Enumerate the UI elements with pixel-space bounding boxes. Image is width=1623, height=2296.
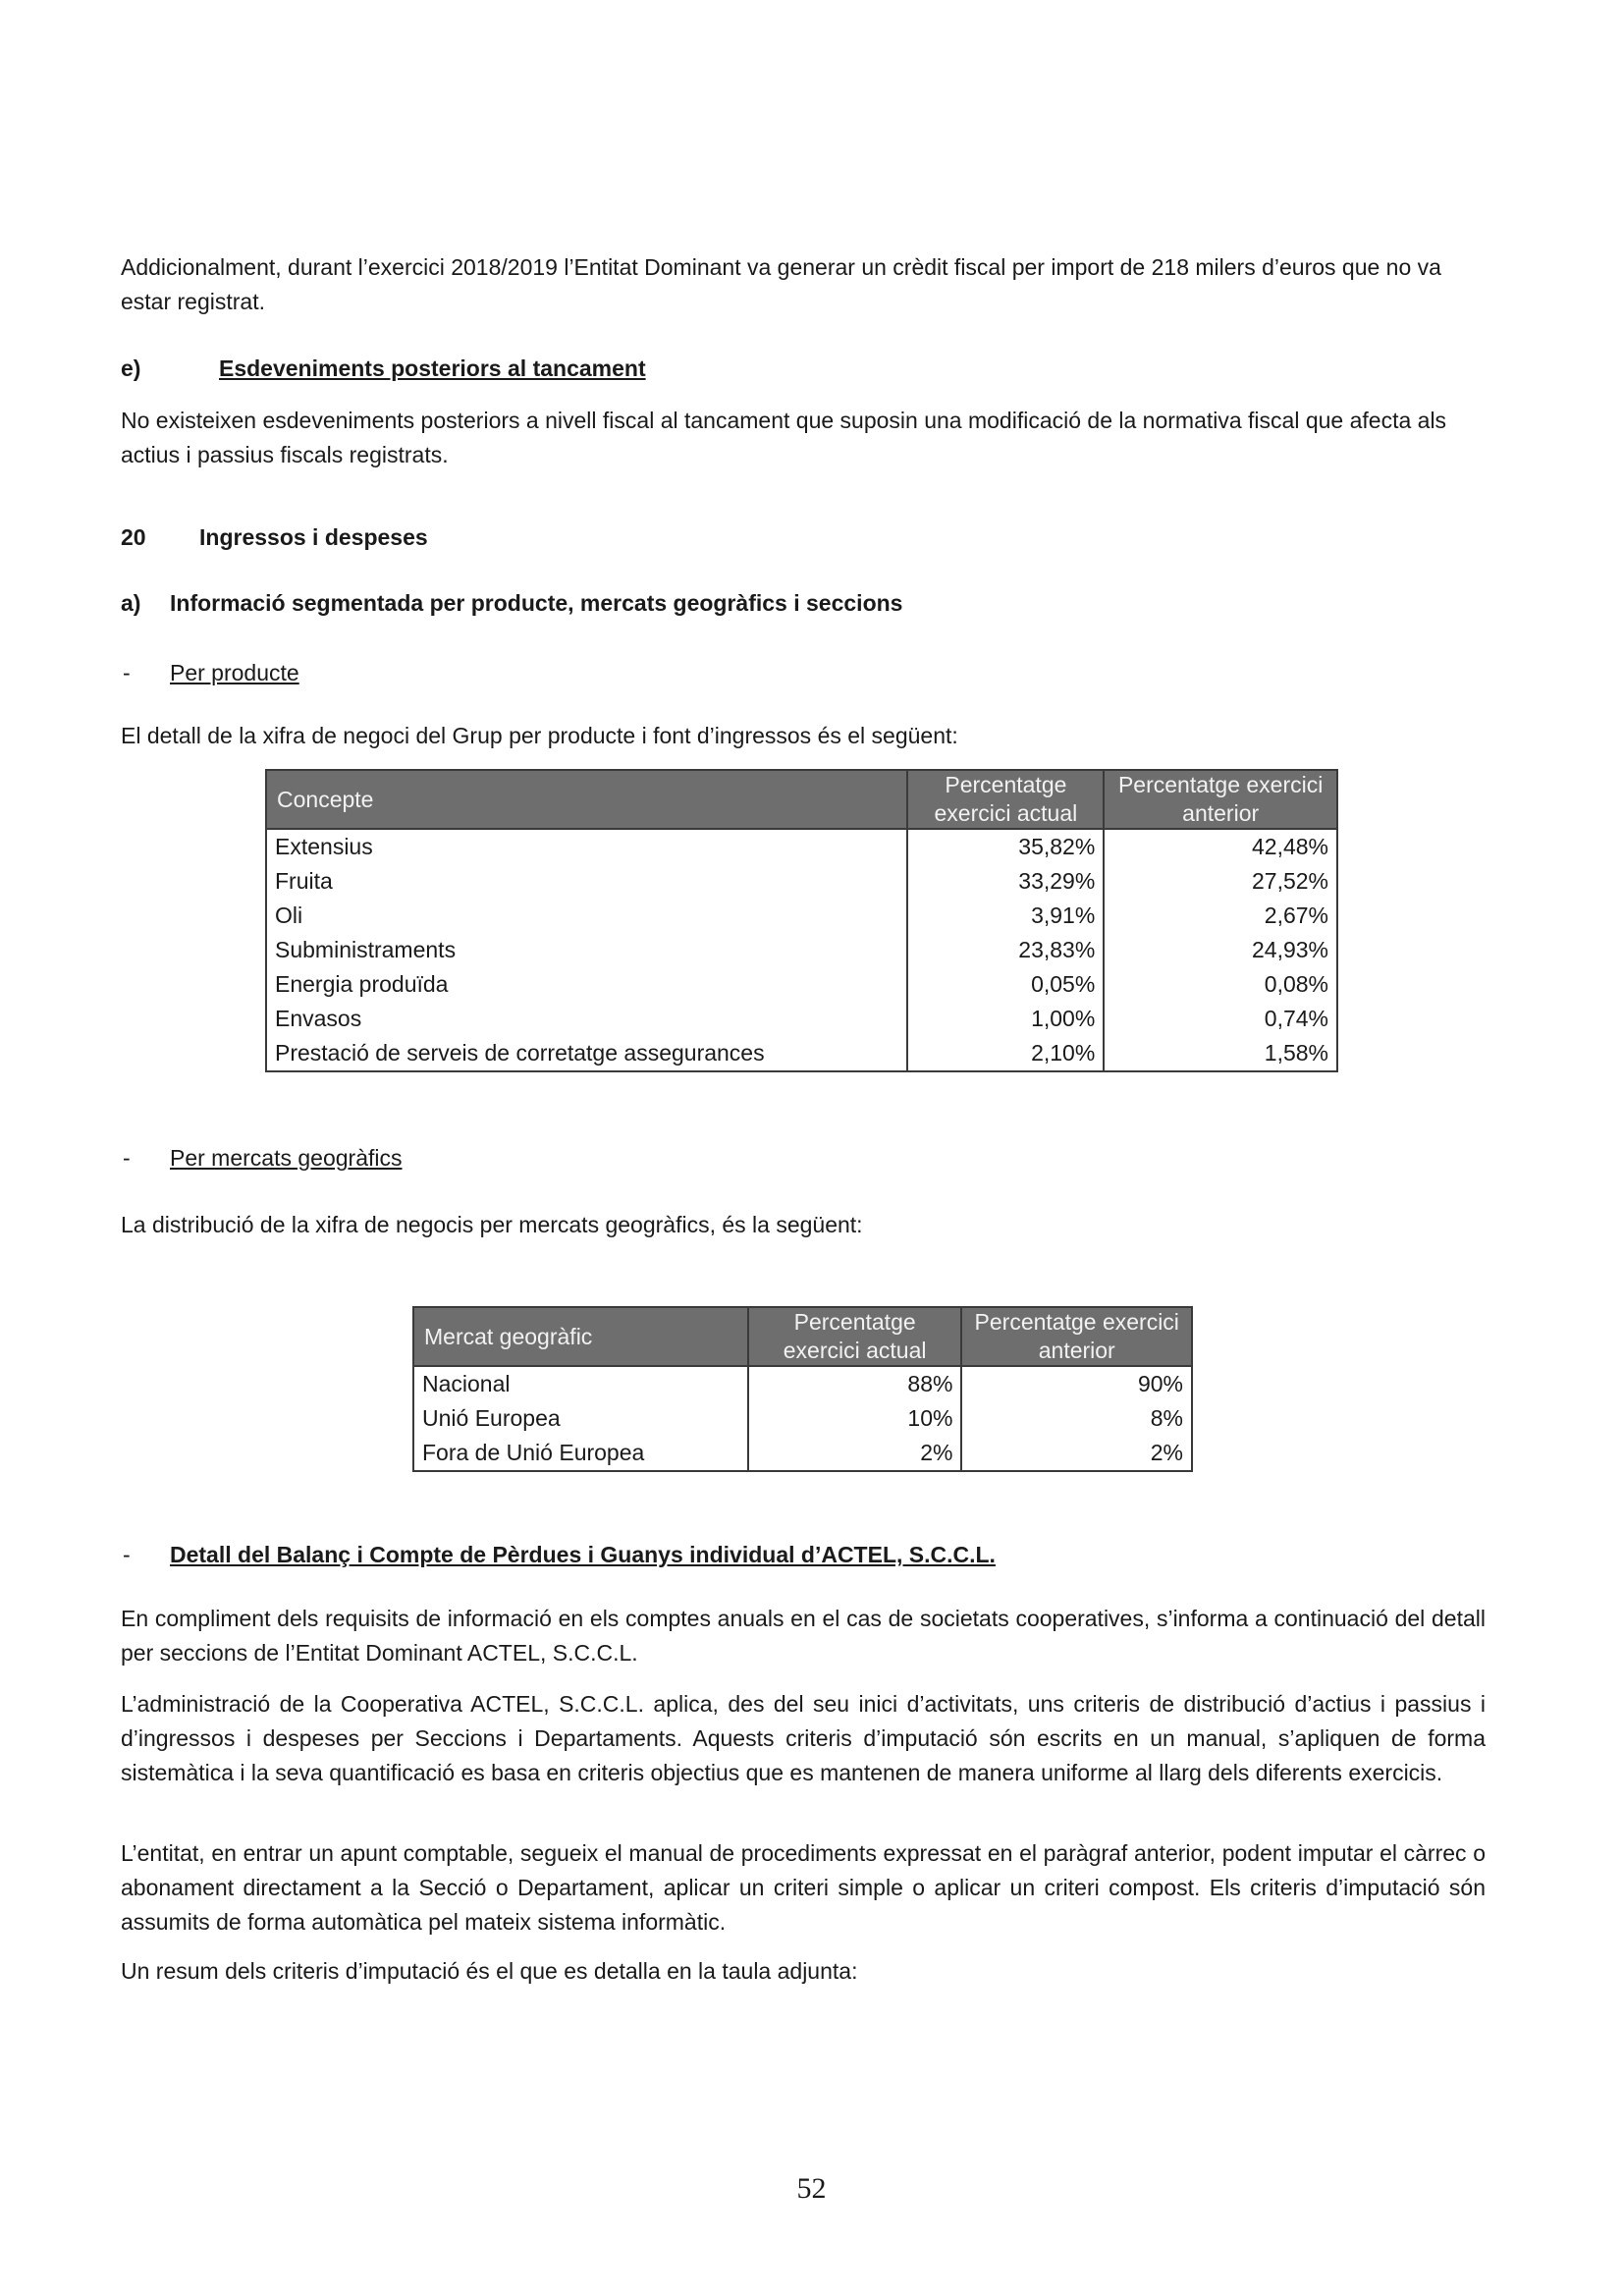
section-20-number: 20 [121, 524, 146, 550]
product-header-concepte: Concepte [266, 770, 907, 829]
section-20-title: Ingressos i despeses [199, 524, 428, 550]
per-producte-intro: El detall de la xifra de negoci del Grup per producte i font d’ingressos és el següent: [121, 723, 958, 748]
product-actual: 23,83% [907, 933, 1104, 967]
market-anterior: 8% [961, 1401, 1192, 1436]
product-table [265, 769, 1338, 1072]
per-mercats-title: Per mercats geogràfics [170, 1145, 403, 1171]
detall-dash: - [123, 1542, 131, 1567]
table-row [266, 864, 1337, 899]
market-actual: 88% [748, 1366, 962, 1401]
market-header-mercat: Mercat geogràfic [413, 1307, 748, 1366]
section-e-title: Esdeveniments posteriors al tancament [219, 355, 646, 381]
detall-paragraph-3: L’entitat, en entrar un apunt comptable, segueix el manual de procediments expressat en el paràgraf anterior, podent imputar el càrrec o abonament directament a la Secció o Departament, aplicar un criteri simple o aplicar un criteri compost. Els criteris d’imputació són assumits de forma automàtica pel mateix sistema informàtic. [121, 1840, 1486, 1935]
section-a-label: a) [121, 590, 141, 616]
detall-paragraph-2: L’administració de la Cooperativa ACTEL, S.C.C.L. aplica, des del seu inici d’activitats, uns criteris de distribució d’actius i passius i d’ingressos i despeses per Seccions i Departaments. Aquests criteris d’imputació són escrits en un manual, s’apliquen de forma sistemàtica i la seva quantificació es basa en criteris objectius que es mantenen de manera uniforme al llarg dels diferents exercicis. [121, 1691, 1486, 1785]
product-concept: Envasos [266, 1002, 907, 1036]
intro-paragraph: Addicionalment, durant l’exercici 2018/2019 l’Entitat Dominant va generar un crèdit fiscal per import de 218 milers d’euros que no va estar registrat. [121, 254, 1441, 314]
table-row [413, 1366, 1192, 1401]
section-e-paragraph: No existeixen esdeveniments posteriors a nivell fiscal al tancament que suposin una modificació de la normativa fiscal que afecta als actius i passius fiscals registrats. [121, 408, 1447, 467]
product-actual: 1,00% [907, 1002, 1104, 1036]
section-a-title: Informació segmentada per producte, mercats geogràfics i seccions [170, 590, 903, 616]
product-anterior: 27,52% [1104, 864, 1337, 899]
market-table [412, 1306, 1193, 1472]
product-concept: Fruita [266, 864, 907, 899]
product-header-actual: Percentatge exercici actual [907, 770, 1104, 829]
product-table-header [266, 770, 1337, 829]
detall-paragraph-1: En compliment dels requisits de informació en els comptes anuals en el cas de societats cooperatives, s’informa a continuació del detall per seccions de l’Entitat Dominant ACTEL, S.C.C.L. [121, 1606, 1486, 1666]
product-anterior: 0,74% [1104, 1002, 1337, 1036]
market-anterior: 90% [961, 1366, 1192, 1401]
market-table-header [413, 1307, 1192, 1366]
table-row [413, 1401, 1192, 1436]
product-anterior: 24,93% [1104, 933, 1337, 967]
per-mercats-intro: La distribució de la xifra de negocis per mercats geogràfics, és la següent: [121, 1212, 863, 1237]
product-concept: Prestació de serveis de corretatge assegurances [266, 1036, 907, 1071]
market-name: Fora de Unió Europea [413, 1436, 748, 1471]
table-row [266, 967, 1337, 1002]
detall-paragraph-4: Un resum dels criteris d’imputació és el que es detalla en la taula adjunta: [121, 1958, 858, 1984]
product-concept: Subministraments [266, 933, 907, 967]
product-concept: Oli [266, 899, 907, 933]
market-name: Nacional [413, 1366, 748, 1401]
market-header-anterior: Percentatge exercici anterior [961, 1307, 1192, 1366]
product-concept: Energia produïda [266, 967, 907, 1002]
product-actual: 33,29% [907, 864, 1104, 899]
per-mercats-dash: - [123, 1145, 131, 1171]
table-row [266, 1002, 1337, 1036]
market-actual: 2% [748, 1436, 962, 1471]
product-anterior: 2,67% [1104, 899, 1337, 933]
product-concept: Extensius [266, 829, 907, 864]
market-header-actual: Percentatge exercici actual [748, 1307, 962, 1366]
market-name: Unió Europea [413, 1401, 748, 1436]
table-row [413, 1436, 1192, 1471]
product-anterior: 0,08% [1104, 967, 1337, 1002]
product-actual: 3,91% [907, 899, 1104, 933]
product-actual: 0,05% [907, 967, 1104, 1002]
product-anterior: 42,48% [1104, 829, 1337, 864]
market-actual: 10% [748, 1401, 962, 1436]
market-anterior: 2% [961, 1436, 1192, 1471]
product-anterior: 1,58% [1104, 1036, 1337, 1071]
table-row [266, 899, 1337, 933]
table-row [266, 933, 1337, 967]
product-actual: 2,10% [907, 1036, 1104, 1071]
table-row [266, 1036, 1337, 1071]
section-e-label: e) [121, 355, 141, 381]
product-header-anterior: Percentatge exercici anterior [1104, 770, 1337, 829]
detall-title: Detall del Balanç i Compte de Pèrdues i Guanys individual d’ACTEL, S.C.C.L. [170, 1542, 996, 1567]
product-actual: 35,82% [907, 829, 1104, 864]
per-producte-dash: - [123, 660, 131, 685]
page-number: 52 [796, 2172, 827, 2205]
per-producte-title: Per producte [170, 660, 299, 685]
table-row [266, 829, 1337, 864]
